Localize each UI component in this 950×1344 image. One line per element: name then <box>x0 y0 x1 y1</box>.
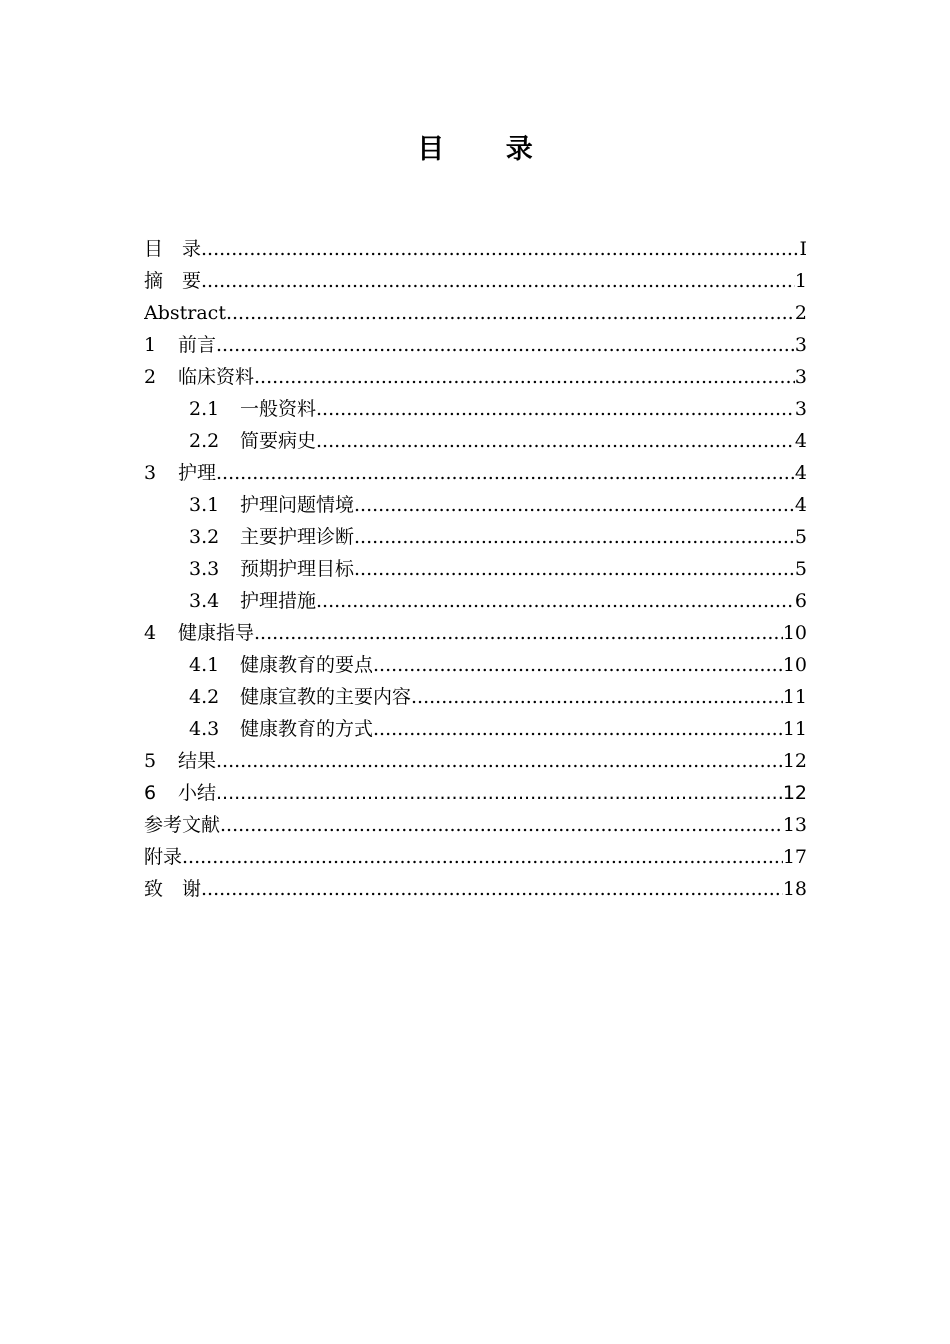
toc-entry-text: 附录 <box>144 846 183 868</box>
toc-entry-3[interactable] <box>144 457 807 489</box>
toc-leader-dots <box>373 713 783 745</box>
toc-entry-page: 10 <box>782 654 807 676</box>
toc-entry-number: 3.1 <box>189 494 220 516</box>
toc-entry-4[interactable] <box>144 617 807 649</box>
toc-leader-dots <box>201 873 783 905</box>
toc-entry-3-2[interactable] <box>144 521 807 553</box>
toc-entry-text: 一般资料 <box>240 398 317 420</box>
toc-entry-text: 健康教育的方式 <box>240 718 374 740</box>
toc-entry-page: 4 <box>794 430 807 452</box>
toc-entry-text: 护理措施 <box>240 590 317 612</box>
toc-entry-text: 参考文献 <box>144 814 221 836</box>
toc-entry-page: 10 <box>782 622 807 644</box>
toc-entry-page: 13 <box>782 814 807 836</box>
toc-entry-6[interactable] <box>144 777 807 809</box>
toc-entry-page: 1 <box>794 270 807 292</box>
toc-entry-number: 4.1 <box>189 654 220 676</box>
toc-leader-dots <box>354 521 795 553</box>
toc-entry-text: 摘 要 <box>144 270 202 292</box>
toc-entry-number: 4 <box>144 622 157 644</box>
toc-entry-page: 4 <box>794 494 807 516</box>
toc-entry-number: 2.2 <box>189 430 220 452</box>
toc-entry-number: 3 <box>144 462 157 484</box>
toc-entry-number: 6 <box>144 782 157 804</box>
toc-entry-page: 2 <box>794 302 807 324</box>
toc-entry-page: 18 <box>782 878 807 900</box>
toc-leader-dots <box>373 649 783 681</box>
toc-entry-page: 11 <box>782 686 807 708</box>
toc-entry-text: 致 谢 <box>144 878 202 900</box>
toc-entry-contents[interactable] <box>144 233 807 265</box>
toc-entry-text: 健康宣教的主要内容 <box>240 686 412 708</box>
toc-entry-number: 1 <box>144 334 157 356</box>
toc-entry-references[interactable] <box>144 809 807 841</box>
toc-entry-page: 11 <box>782 718 807 740</box>
toc-entry-page: 12 <box>782 750 807 772</box>
toc-entry-3-3[interactable] <box>144 553 807 585</box>
toc-entry-appendix[interactable] <box>144 841 807 873</box>
toc-entry-number: 3.4 <box>189 590 220 612</box>
toc-entry-page: 5 <box>794 526 807 548</box>
toc-entry-abstract-cn[interactable] <box>144 265 807 297</box>
toc-entry-number: 5 <box>144 750 157 772</box>
toc-entry-number: 3.3 <box>189 558 220 580</box>
toc-leader-dots <box>316 393 795 425</box>
toc-entry-text: 主要护理诊断 <box>240 526 355 548</box>
toc-entry-4-3[interactable] <box>144 713 807 745</box>
toc-leader-dots <box>201 233 799 265</box>
toc-leader-dots <box>254 617 783 649</box>
toc-entry-number: 4.2 <box>189 686 220 708</box>
toc-entry-text: 简要病史 <box>240 430 317 452</box>
toc-entry-4-2[interactable] <box>144 681 807 713</box>
table-of-contents <box>144 233 807 905</box>
toc-leader-dots <box>316 425 795 457</box>
toc-leader-dots <box>411 681 783 713</box>
toc-entry-number: 4.3 <box>189 718 220 740</box>
toc-entry-text: 临床资料 <box>178 366 255 388</box>
toc-entry-2-2[interactable] <box>144 425 807 457</box>
toc-entry-text: 目 录 <box>144 238 202 260</box>
toc-entry-page: 17 <box>782 846 807 868</box>
toc-entry-1[interactable] <box>144 329 807 361</box>
toc-entry-3-1[interactable] <box>144 489 807 521</box>
toc-leader-dots <box>216 745 783 777</box>
toc-entry-page: 12 <box>782 782 807 804</box>
toc-leader-dots <box>182 841 783 873</box>
toc-entry-text: Abstract <box>144 302 226 324</box>
toc-entry-text: 护理 <box>178 462 217 484</box>
page-title: 目 录 <box>417 134 559 165</box>
toc-entry-page: I <box>799 238 807 260</box>
toc-entry-text: 护理问题情境 <box>240 494 355 516</box>
toc-entry-text: 结果 <box>178 750 217 772</box>
toc-entry-number: 2 <box>144 366 157 388</box>
toc-entry-abstract-en[interactable] <box>144 297 807 329</box>
toc-entry-text: 预期护理目标 <box>240 558 355 580</box>
toc-entry-number: 2.1 <box>189 398 220 420</box>
toc-entry-page: 3 <box>794 366 807 388</box>
toc-leader-dots <box>354 489 795 521</box>
toc-leader-dots <box>220 809 783 841</box>
toc-leader-dots <box>216 457 795 489</box>
toc-entry-page: 4 <box>794 462 807 484</box>
toc-leader-dots <box>226 297 795 329</box>
toc-entry-4-1[interactable] <box>144 649 807 681</box>
toc-entry-acknowledgements[interactable] <box>144 873 807 905</box>
toc-entry-2[interactable] <box>144 361 807 393</box>
toc-entry-page: 6 <box>794 590 807 612</box>
toc-entry-page: 3 <box>794 398 807 420</box>
toc-leader-dots <box>254 361 795 393</box>
toc-leader-dots <box>216 329 795 361</box>
toc-entry-text: 健康指导 <box>178 622 255 644</box>
toc-entry-page: 5 <box>794 558 807 580</box>
toc-entry-2-1[interactable] <box>144 393 807 425</box>
toc-leader-dots <box>216 777 783 809</box>
toc-entry-3-4[interactable] <box>144 585 807 617</box>
toc-entry-text: 健康教育的要点 <box>240 654 374 676</box>
toc-entry-5[interactable] <box>144 745 807 777</box>
toc-leader-dots <box>316 585 795 617</box>
toc-leader-dots <box>201 265 795 297</box>
toc-leader-dots <box>354 553 795 585</box>
toc-entry-text: 小结 <box>178 782 217 804</box>
toc-entry-number: 3.2 <box>189 526 220 548</box>
toc-entry-page: 3 <box>794 334 807 356</box>
toc-entry-text: 前言 <box>178 334 217 356</box>
